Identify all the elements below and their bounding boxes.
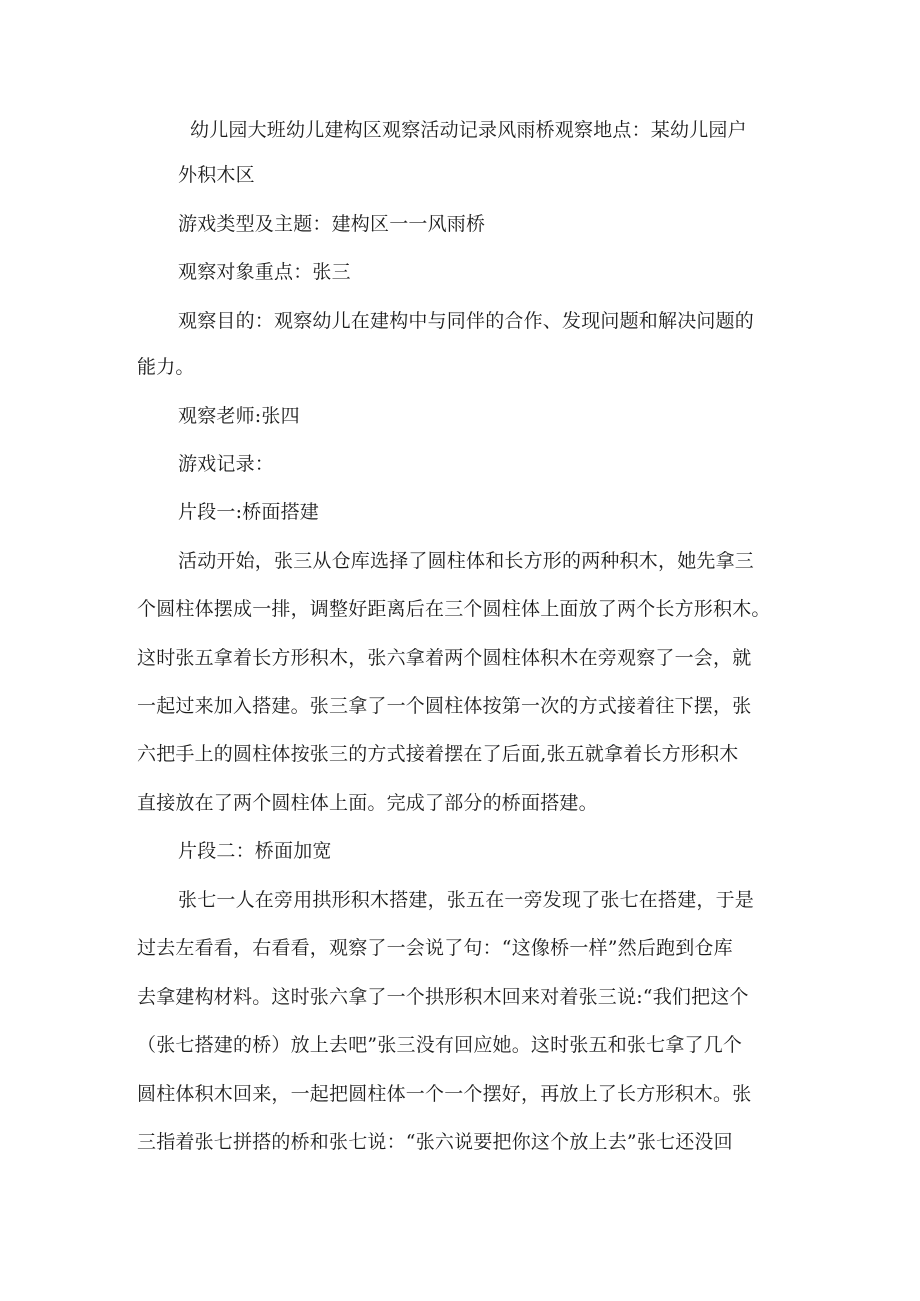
segment-1-line: 一起过来加入搭建。张三拿了一个圆柱体按第一次的方式接着往下摆，张 [137,695,752,717]
segment-1-line: 个圆柱体摆成一排，调整好距离后在三个圆柱体上面放了两个长方形积木。 [137,598,771,620]
segment-1-line: 六把手上的圆柱体按张三的方式接着摆在了后面,张五就拿着长方形积木 [137,743,739,765]
title-line-2: 外积木区 [178,164,255,186]
segment-2-line: 张七一人在旁用拱形积木搭建，张五在一旁发现了张七在搭建，于是 [178,889,755,911]
purpose-line-2: 能力。 [137,356,195,378]
purpose-line-1: 观察目的：观察幼儿在建构中与同伴的合作、发现问题和解决问题的 [178,310,755,332]
segment-2-line: 圆柱体积木回来，一起把圆柱体一个一个摆好，再放上了长方形积木。张 [137,1083,752,1105]
observation-focus: 观察对象重点：张三 [178,261,351,283]
segment-2-line: 去拿建构材料。这时张六拿了一个拱形积木回来对着张三说:“我们把这个 [137,986,749,1008]
segment-2-heading: 片段二：桥面加宽 [178,840,332,862]
segment-2-line: （张七搭建的桥）放上去吧”张三没有回应她。这时张五和张七拿了几个 [137,1034,743,1056]
segment-2-line: 过去左看看，右看看，观察了一会说了句：“这像桥一样”然后跑到仓库 [137,937,733,959]
segment-1-heading: 片段一:桥面搭建 [178,501,320,523]
segment-1-line: 直接放在了两个圆柱体上面。完成了部分的桥面搭建。 [137,792,598,814]
segment-1-line: 活动开始，张三从仓库选择了圆柱体和长方形的两种积木，她先拿三 [178,550,755,572]
segment-1-line: 这时张五拿着长方形积木，张六拿着两个圆柱体积木在旁观察了一会，就 [137,647,752,669]
segment-2-line: 三指着张七拼搭的桥和张七说：“张六说要把你这个放上去”张七还没回 [137,1131,733,1153]
observation-teacher: 观察老师:张四 [178,405,300,427]
title-line-1: 幼儿园大班幼儿建构区观察活动记录风雨桥观察地点：某幼儿园户 [190,119,747,141]
game-record-label: 游戏记录： [178,453,275,475]
game-type: 游戏类型及主题：建构区一一风雨桥 [178,213,486,235]
